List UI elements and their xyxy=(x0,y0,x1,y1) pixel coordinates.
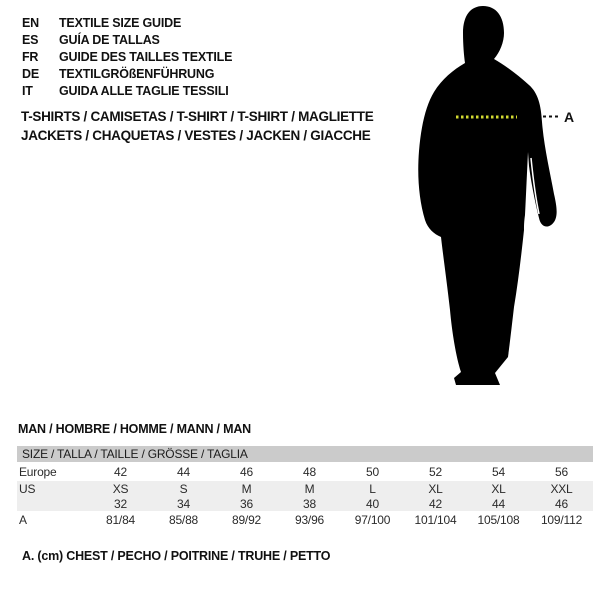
cell: 38 xyxy=(278,496,341,511)
cell: 48 xyxy=(303,464,316,479)
cell: M xyxy=(278,481,341,496)
cell: 50 xyxy=(366,464,379,479)
language-code: IT xyxy=(22,84,33,98)
language-label: TEXTILGRÖßENFÜHRUNG xyxy=(59,67,215,81)
cell: 44 xyxy=(467,496,530,511)
cell: 101/104 xyxy=(414,513,457,527)
size-table xyxy=(17,446,593,529)
cell: XL xyxy=(404,481,467,496)
cell: 46 xyxy=(530,496,593,511)
language-code: FR xyxy=(22,50,39,64)
cell: 36 xyxy=(215,496,278,511)
cell: 46 xyxy=(240,464,253,479)
cell: 42 xyxy=(114,464,127,479)
measure-a-label: A xyxy=(564,109,575,125)
cell: XS xyxy=(89,481,152,496)
table-row-us-numbers xyxy=(17,496,593,511)
row-label: Europe xyxy=(19,464,57,479)
table-row-europe xyxy=(17,462,593,481)
cell: S xyxy=(152,481,215,496)
table-row-chest-cm xyxy=(17,511,593,529)
row-label xyxy=(17,496,89,511)
size-table-header: SIZE / TALLA / TAILLE / GRÖSSE / TAGLIA xyxy=(17,446,593,462)
cell: 105/108 xyxy=(477,513,520,527)
cell: 52 xyxy=(429,464,442,479)
row-label: A xyxy=(19,513,27,527)
language-label: GUIDE DES TAILLES TEXTILE xyxy=(59,50,233,64)
cell: 44 xyxy=(177,464,190,479)
row-label: US xyxy=(17,481,89,496)
cell: 109/112 xyxy=(540,513,583,527)
cell: 34 xyxy=(152,496,215,511)
cell: L xyxy=(341,481,404,496)
cell: 56 xyxy=(555,464,568,479)
cell: XXL xyxy=(530,481,593,496)
cell: 89/92 xyxy=(231,513,262,527)
cell: 93/96 xyxy=(294,513,325,527)
measurement-footnote: A. (cm) CHEST / PECHO / POITRINE / TRUHE / PETTO xyxy=(22,549,331,563)
cell: M xyxy=(215,481,278,496)
cell: 32 xyxy=(89,496,152,511)
table-row-us-letters xyxy=(17,481,593,496)
language-code: ES xyxy=(22,33,39,47)
cell: 54 xyxy=(492,464,505,479)
language-label: GUÍA DE TALLAS xyxy=(59,33,160,47)
category-line-jackets: JACKETS / CHAQUETAS / VESTES / JACKEN / GIACCHE xyxy=(21,127,371,143)
cell: 85/88 xyxy=(168,513,199,527)
category-line-tshirts: T-SHIRTS / CAMISETAS / T-SHIRT / T-SHIRT / MAGLIETTE xyxy=(21,109,374,124)
cell: 97/100 xyxy=(354,513,391,527)
cell: 42 xyxy=(404,496,467,511)
cell: 40 xyxy=(341,496,404,511)
language-code: DE xyxy=(22,67,39,81)
language-code: EN xyxy=(22,16,39,30)
cell: XL xyxy=(467,481,530,496)
size-table-header-row xyxy=(17,446,593,462)
section-title-man: MAN / HOMBRE / HOMME / MANN / MAN xyxy=(18,422,251,436)
language-label: GUIDA ALLE TAGLIE TESSILI xyxy=(59,84,229,98)
language-label: TEXTILE SIZE GUIDE xyxy=(59,16,182,30)
cell: 81/84 xyxy=(105,513,136,527)
